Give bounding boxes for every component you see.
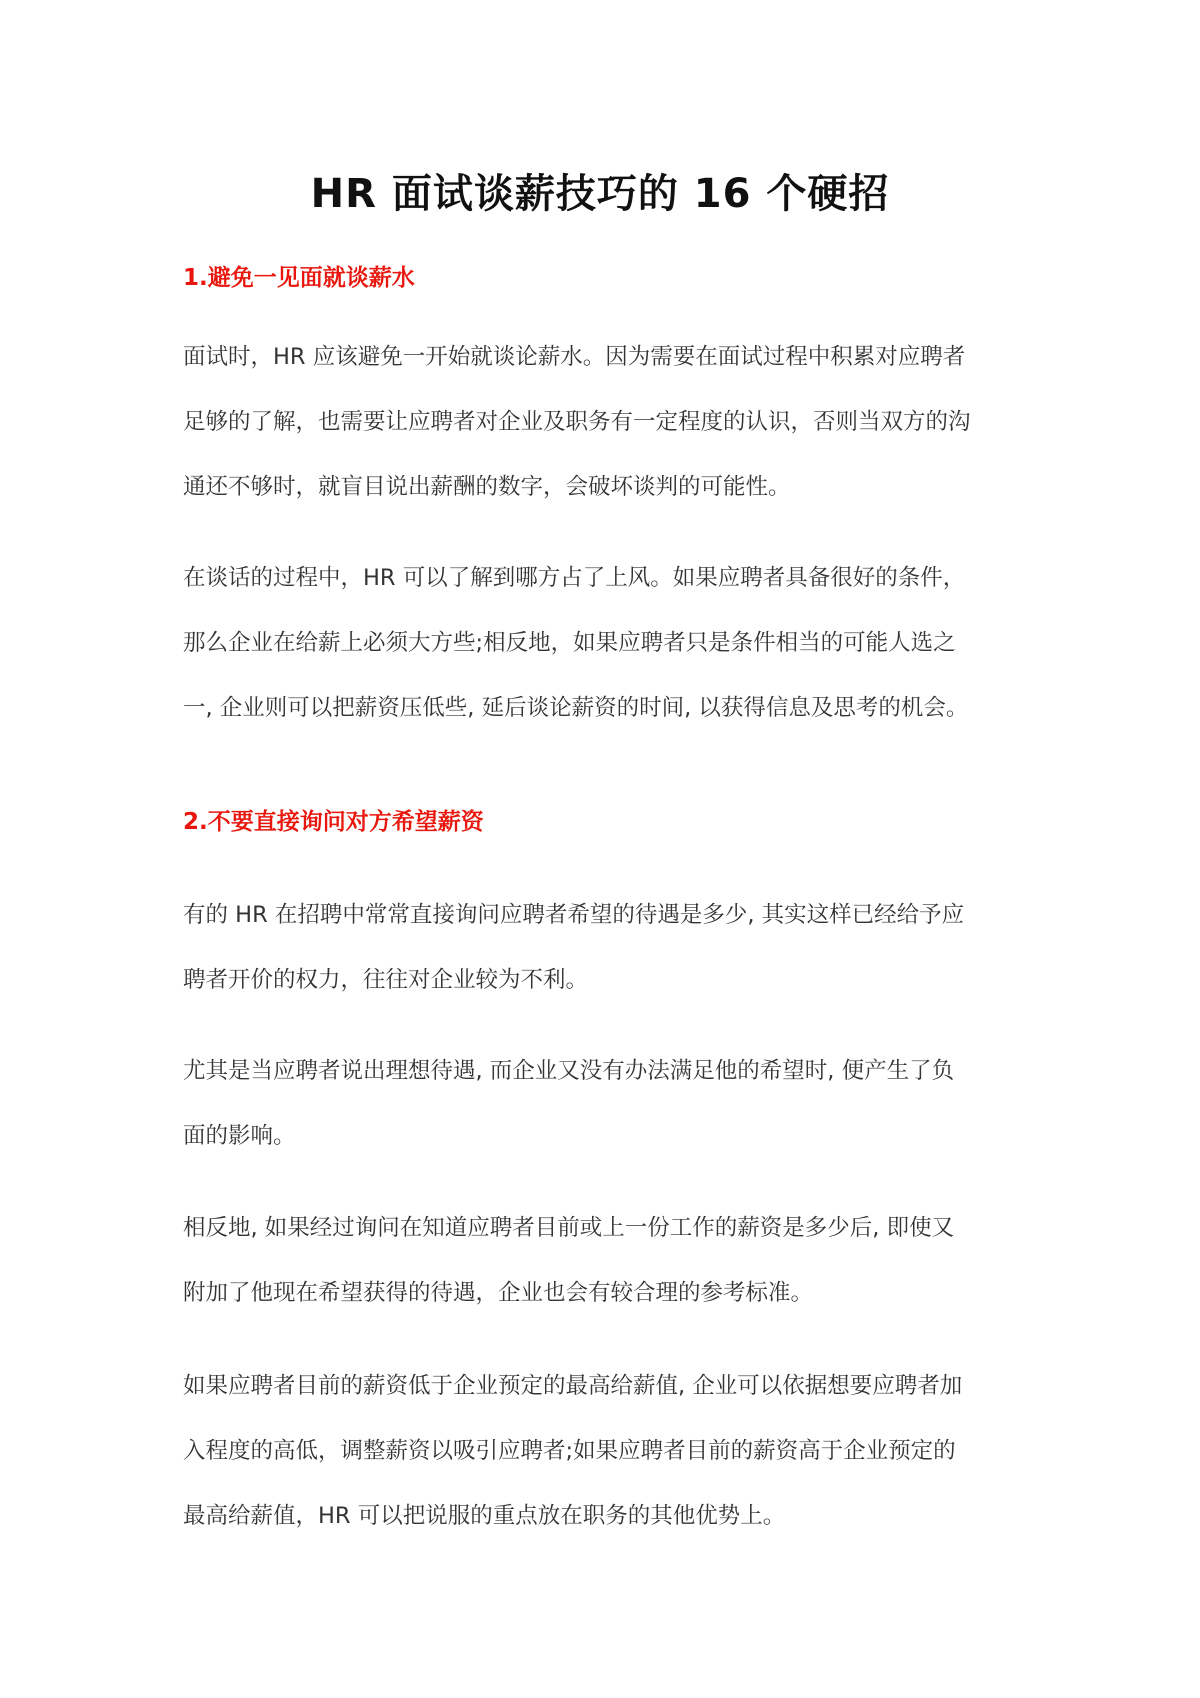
text-line: 那么企业在给薪上必须大方些;相反地，如果应聘者只是条件相当的可能人选之: [183, 630, 956, 656]
document-title: HR 面试谈薪技巧的 16 个硬招: [310, 171, 890, 217]
text-line: 面试时，HR 应该避免一开始就谈论薪水。因为需要在面试过程中积累对应聘者: [183, 344, 966, 370]
text-line: 面的影响。: [183, 1123, 296, 1149]
section-heading-2: 2.不要直接询问对方希望薪资: [183, 809, 484, 835]
paragraph-2-3: [183, 1196, 1023, 1326]
section-heading-1: 1.避免一见面就谈薪水: [183, 265, 415, 291]
text-line: 一, 企业则可以把薪资压低些, 延后谈论薪资的时间, 以获得信息及思考的机会。: [183, 695, 969, 721]
text-line: 最高给薪值，HR 可以把说服的重点放在职务的其他优势上。: [183, 1503, 786, 1529]
text-line: 足够的了解，也需要让应聘者对企业及职务有一定程度的认识，否则当双方的沟: [183, 409, 971, 435]
text-line: 聘者开价的权力，往往对企业较为不利。: [183, 967, 589, 993]
paragraph-2-4: [183, 1354, 1023, 1549]
paragraph-2-1: [183, 883, 1023, 1013]
text-line: 相反地, 如果经过询问在知道应聘者目前或上一份工作的薪资是多少后, 即使又: [183, 1215, 955, 1241]
paragraph-2-2: [183, 1039, 1023, 1169]
text-line: 通还不够时，就盲目说出薪酬的数字，会破坏谈判的可能性。: [183, 474, 791, 500]
paragraph-1-1: [183, 325, 1023, 520]
text-line: 入程度的高低，调整薪资以吸引应聘者;如果应聘者目前的薪资高于企业预定的: [183, 1438, 956, 1464]
paragraph-1-2: [183, 546, 1023, 741]
text-line: 如果应聘者目前的薪资低于企业预定的最高给薪值, 企业可以依据想要应聘者加: [183, 1373, 963, 1399]
text-line: 附加了他现在希望获得的待遇，企业也会有较合理的参考标准。: [183, 1280, 814, 1306]
text-line: 有的 HR 在招聘中常常直接询问应聘者希望的待遇是多少, 其实这样已经给予应: [183, 902, 965, 928]
text-line: 在谈话的过程中，HR 可以了解到哪方占了上风。如果应聘者具备很好的条件，: [183, 565, 966, 591]
text-line: 尤其是当应聘者说出理想待遇, 而企业又没有办法满足他的希望时, 便产生了负: [183, 1058, 955, 1084]
